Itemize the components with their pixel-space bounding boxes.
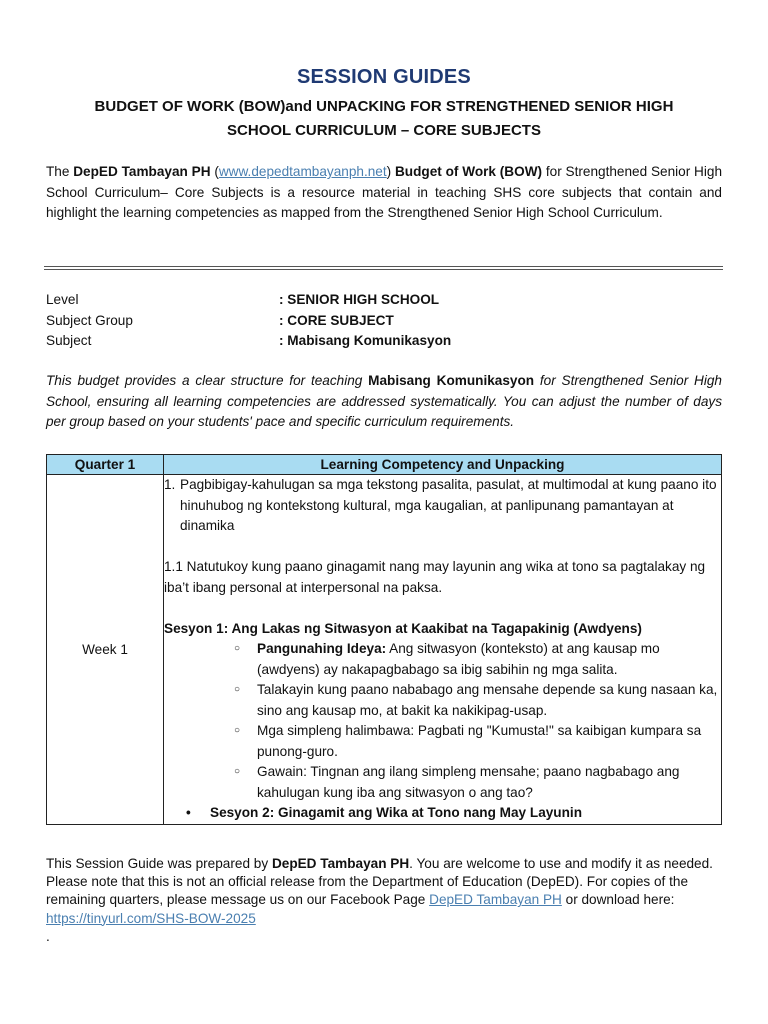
- note-text: for Strengthened Senior High School, ensuring all learning competencies are addressed systematically. You can adjust the number of days per group based on your students' pace and specific curriculum requirements.: [46, 373, 722, 429]
- document-title: SESSION GUIDES: [297, 66, 471, 88]
- meta-row-subject: [46, 331, 722, 352]
- subtitle-line-2: SCHOOL CURRICULUM – CORE SUBJECTS: [227, 122, 541, 139]
- column-header-competency: Learning Competency and Unpacking: [164, 455, 722, 475]
- footer-note: [46, 855, 722, 946]
- meta-label: Subject Group: [46, 312, 133, 328]
- sub-competency: 1.1 Natutukoy kung paano ginagamit nang may layunin ang wika at tono sa pagtalakay ng iba’t ibang personal at interpersonal na paksa.: [164, 559, 706, 595]
- budget-of-work-table: [46, 454, 722, 825]
- intro-text: for Strengthened Senior High School Curriculum– Core Subjects is a resource material in teaching SHS core subjects that contain and highlight the learning competencies as mapped from the Strengthened Senior High School Curriculum.: [46, 164, 723, 220]
- meta-value: : Mabisang Komunikasyon: [279, 333, 452, 348]
- meta-label: Subject: [46, 333, 92, 348]
- bullet-text: Gawain: Tingnan ang ilang simpleng mensahe; paano nagbabago ang kahulugan kung iba ang sitwasyon o ang tao?: [257, 764, 680, 800]
- list-item: [234, 639, 721, 680]
- footer-brand: DepED Tambayan PH: [271, 856, 410, 871]
- footer-text: . You are welcome to use and modify it as needed. Please note that this is not an official release from the Department of Education (DepED). For copies of the remaining quarters, please message us on our Facebook Page: [46, 856, 713, 908]
- horizontal-divider: [44, 266, 723, 270]
- intro-text: The: [46, 164, 74, 179]
- bullet-text: Mga simpleng halimbawa: Pagbati ng "Kumusta!" sa kaibigan kumpara sa punong-guro.: [257, 723, 702, 759]
- session-1-title: Sesyon 1: Ang Lakas ng Sitwasyon at Kaakibat na Tagapakinig (Awdyens): [164, 620, 642, 636]
- download-link[interactable]: https://tinyurl.com/SHS-BOW-2025: [46, 910, 256, 926]
- note-subject: Mabisang Komunikasyon: [368, 373, 535, 388]
- meta-value: : SENIOR HIGH SCHOOL: [279, 292, 440, 307]
- list-item: [234, 721, 721, 762]
- intro-text: ): [386, 164, 395, 179]
- footer-end: .: [46, 928, 50, 944]
- subject-info: [46, 290, 722, 352]
- facebook-page-link[interactable]: DepED Tambayan PH: [429, 892, 562, 908]
- subtitle-line-1: BUDGET OF WORK (BOW)and UNPACKING FOR STRENGTHENED SENIOR HIGH: [94, 98, 674, 115]
- column-header-quarter: Quarter 1: [47, 455, 164, 475]
- list-item: [234, 680, 721, 721]
- competency-text: Pagbibigay-kahulugan sa mga tekstong pasalita, pasulat, at multimodal at kung paano ito hinuhubog ng kontekstong kultural, mga kaugalian, at panlipunang pamantayan at dinamika: [180, 477, 717, 533]
- table-header-row: [47, 455, 722, 475]
- session-2-title: • Sesyon 2: Ginagamit ang Wika at Tono nang May Layunin: [210, 803, 721, 824]
- meta-value: : CORE SUBJECT: [279, 312, 394, 328]
- week-cell: Week 1: [47, 475, 164, 825]
- bullet-text: Ang sitwasyon (konteksto) at ang kausap mo (awdyens) ay nakapagbabago sa ibig sabihin ng mga salita.: [257, 641, 660, 677]
- table-row: [47, 475, 722, 825]
- intro-paragraph: [46, 162, 722, 224]
- competency-cell: [164, 475, 722, 825]
- list-item: [234, 762, 721, 803]
- document-subtitle: [46, 95, 722, 143]
- bullet-bold: Pangunahing Ideya:: [257, 641, 387, 656]
- competency-number: 1.: [164, 477, 176, 492]
- bullet-text: Talakayin kung paano nababago ang mensahe depende sa kung nasaan ka, sino ang kausap mo, at bakit ka nakikipag-usap.: [257, 682, 718, 718]
- session-1-bullets: [164, 639, 721, 803]
- intro-text: (: [210, 164, 219, 179]
- meta-row-level: [46, 290, 722, 311]
- bow-label: Budget of Work (BOW): [394, 164, 543, 179]
- budget-note: [46, 371, 722, 433]
- footer-text: This Session Guide was prepared by: [46, 856, 272, 871]
- meta-row-subject-group: [46, 311, 722, 332]
- note-text: This budget provides a clear structure for teaching: [46, 373, 369, 388]
- brand-name: DepED Tambayan PH: [73, 164, 211, 179]
- website-link[interactable]: www.depedtambayanph.net: [218, 164, 387, 179]
- footer-text: or download here:: [561, 892, 675, 908]
- session-list: [164, 803, 721, 824]
- competency-item: [164, 475, 721, 537]
- meta-label: Level: [46, 292, 79, 307]
